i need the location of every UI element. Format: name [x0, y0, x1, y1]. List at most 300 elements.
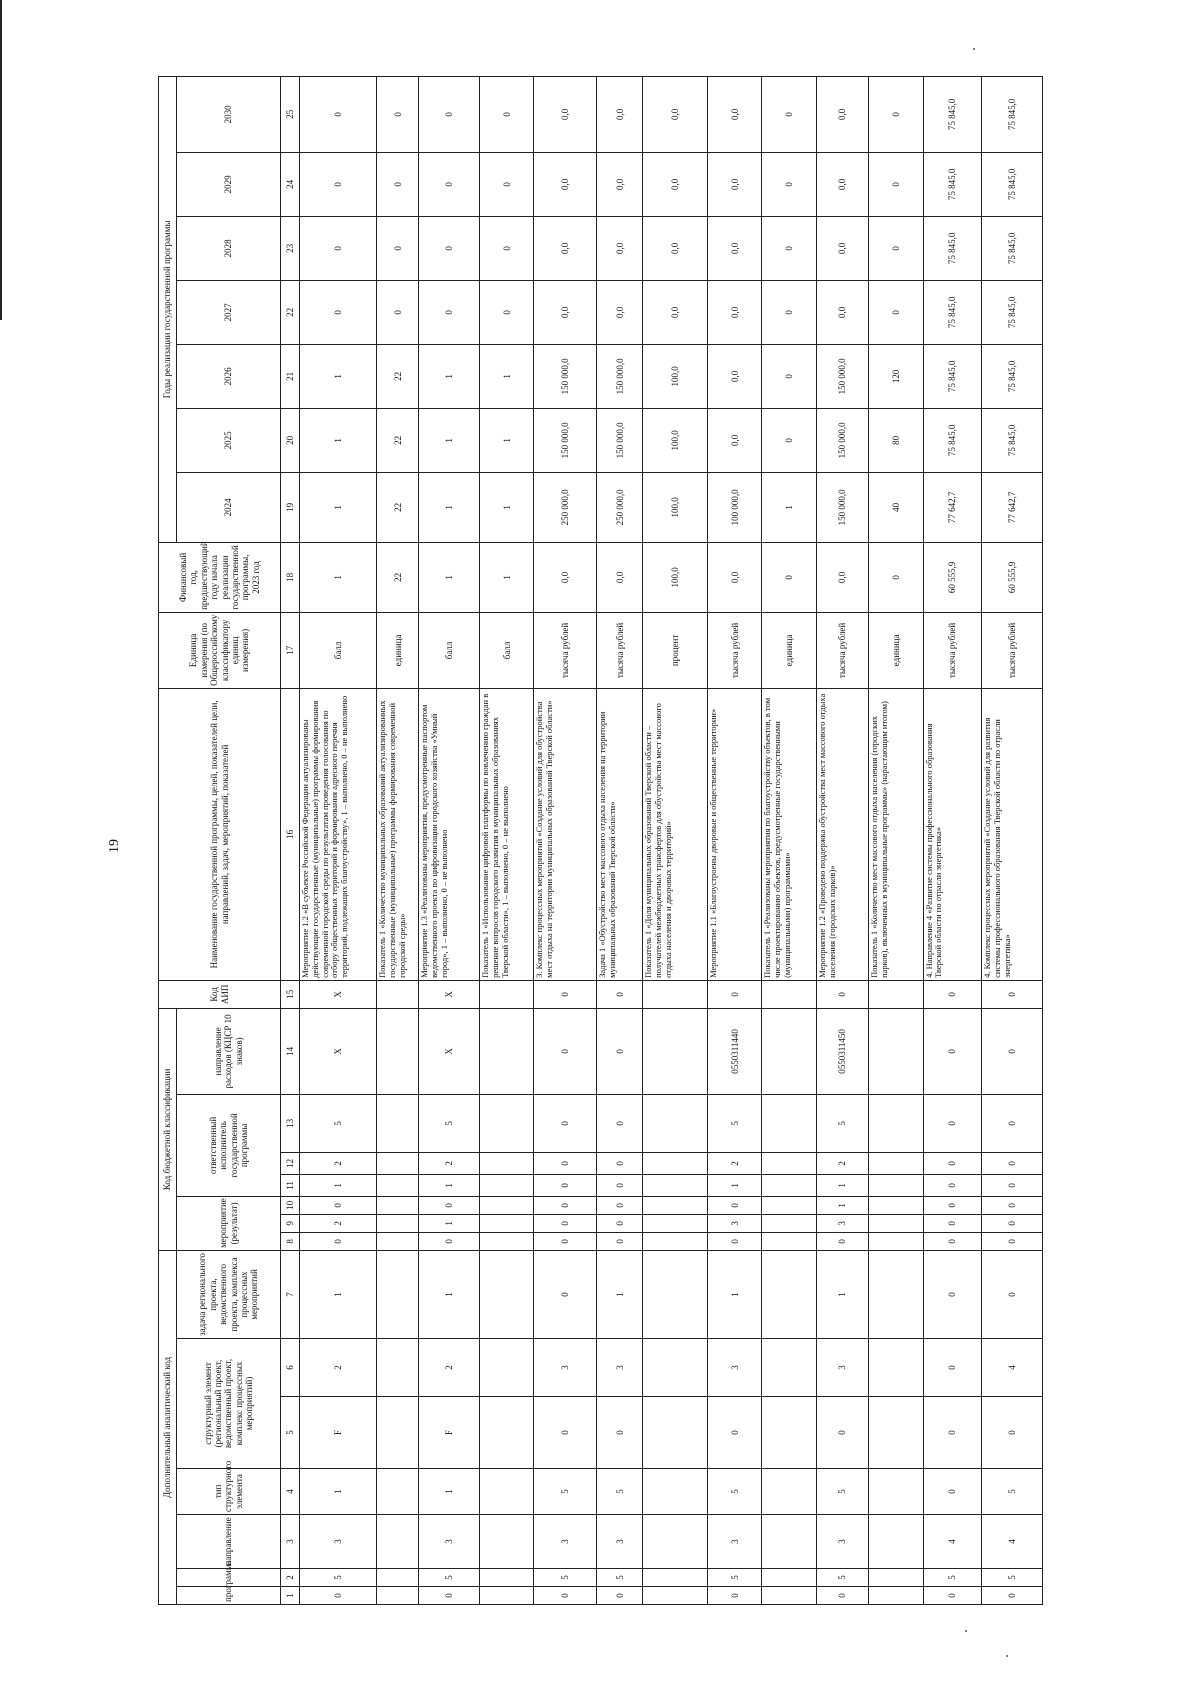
column-number: 22	[281, 280, 300, 344]
code-cell	[869, 1469, 923, 1515]
base-year-cell: 60 555,9	[923, 542, 982, 612]
year-value-cell: 150 000,0	[816, 472, 868, 542]
name-cell: 4. Комплекс процессных мероприятий «Создание условий для развития системы профессионального образования Тверской области по отрасли энергетика»	[982, 688, 1043, 980]
year-value-cell: 1	[479, 472, 533, 542]
column-number: 13	[281, 1094, 300, 1152]
year-value-cell: 0	[869, 280, 923, 344]
code-cell: 2	[419, 1339, 480, 1397]
year-value-cell: 75 845,0	[923, 216, 982, 280]
code-cell: 0	[982, 1214, 1043, 1232]
year-value-cell: 75 845,0	[982, 152, 1043, 216]
code-cell: X	[300, 1008, 377, 1094]
code-cell: 0	[816, 1232, 868, 1250]
unit-cell: тысяча рублей	[708, 612, 762, 688]
year-value-cell: 0,0	[643, 216, 708, 280]
code-cell: 0	[982, 980, 1043, 1008]
code-cell	[377, 1250, 419, 1338]
code-cell	[643, 1515, 708, 1569]
code-cell: 0	[597, 1232, 643, 1250]
column-number: 1	[281, 1587, 300, 1605]
name-cell: Мероприятие 1.2 «Проведено поддержка обустройства мест массового отдыха населения (городских парков)»	[816, 688, 868, 980]
code-cell: 0	[982, 1196, 1043, 1214]
code-cell: 0	[923, 1250, 982, 1338]
year-value-cell: 0,0	[708, 76, 762, 152]
year-value-cell: 0	[869, 216, 923, 280]
header-unit: Единица измерения (по Общероссийскому классификатору единиц измерения)	[159, 612, 281, 688]
year-value-cell: 75 845,0	[982, 216, 1043, 280]
year-value-cell: 0,0	[534, 280, 597, 344]
code-cell	[762, 1397, 816, 1469]
base-year-cell: 0	[869, 542, 923, 612]
code-cell: 3	[534, 1515, 597, 1569]
code-cell: 0	[816, 1587, 868, 1605]
header-analytic-code: Дополнительный аналитический код	[159, 1250, 177, 1604]
base-year-cell: 1	[419, 542, 480, 612]
code-cell: 5	[816, 1569, 868, 1587]
code-cell	[762, 980, 816, 1008]
year-value-cell: 0	[762, 344, 816, 408]
table-row	[597, 76, 643, 1604]
code-cell	[869, 1152, 923, 1174]
year-value-cell: 150 000,0	[534, 344, 597, 408]
year-value-cell: 1	[479, 344, 533, 408]
code-cell: 0	[597, 1174, 643, 1196]
code-cell: X	[419, 980, 480, 1008]
year-value-cell: 0	[419, 216, 480, 280]
code-cell: 1	[300, 1469, 377, 1515]
code-cell	[643, 1196, 708, 1214]
code-cell	[762, 1339, 816, 1397]
code-cell: 0	[708, 1232, 762, 1250]
name-cell: Мероприятие 1.1 «Благоустроены дворовые и общественные территории»	[708, 688, 762, 980]
code-cell: 5	[708, 1569, 762, 1587]
code-cell: 0	[300, 1587, 377, 1605]
code-cell	[479, 980, 533, 1008]
unit-cell: балл	[479, 612, 533, 688]
year-value-cell: 0	[479, 152, 533, 216]
code-cell	[377, 1587, 419, 1605]
year-value-cell: 100 000,0	[708, 472, 762, 542]
code-cell: 0	[708, 980, 762, 1008]
code-cell: 0	[597, 1008, 643, 1094]
code-cell: F	[300, 1397, 377, 1469]
year-value-cell: 80	[869, 408, 923, 472]
code-cell	[479, 1008, 533, 1094]
year-value-cell: 250 000,0	[597, 472, 643, 542]
code-cell	[643, 1569, 708, 1587]
code-cell: 0	[923, 1587, 982, 1605]
year-value-cell: 0	[419, 280, 480, 344]
column-number: 10	[281, 1196, 300, 1214]
header-year: 2026	[177, 344, 281, 408]
code-cell: 0	[982, 1232, 1043, 1250]
code-cell: 0	[534, 1196, 597, 1214]
column-number: 21	[281, 344, 300, 408]
year-value-cell: 77 642,7	[982, 472, 1043, 542]
code-cell: 5	[300, 1094, 377, 1152]
year-value-cell: 0	[377, 152, 419, 216]
code-cell	[643, 1469, 708, 1515]
column-number: 18	[281, 542, 300, 612]
code-cell	[643, 1174, 708, 1196]
header-measure: мероприятие (результат)	[177, 1196, 281, 1250]
year-value-cell: 0,0	[816, 76, 868, 152]
code-cell: 0	[597, 1094, 643, 1152]
code-cell: 0	[982, 1250, 1043, 1338]
code-cell: 0	[534, 1152, 597, 1174]
code-cell: 5	[816, 1469, 868, 1515]
header-year: 2025	[177, 408, 281, 472]
code-cell: 0	[923, 1339, 982, 1397]
code-cell: 0	[597, 1152, 643, 1174]
code-cell: 2	[300, 1152, 377, 1174]
code-cell: 0	[923, 1094, 982, 1152]
code-cell	[377, 1214, 419, 1232]
code-cell: 5	[419, 1094, 480, 1152]
name-cell: Показатель 1 «Использование цифровой платформы по вовлечению граждан в решение вопросов городского развития в муниципальных образованиях Тверской области», 1 – выполнено, 0 – не выполнено	[479, 688, 533, 980]
base-year-cell: 0,0	[597, 542, 643, 612]
header-year: 2030	[177, 76, 281, 152]
code-cell	[377, 1008, 419, 1094]
code-cell	[869, 1397, 923, 1469]
code-cell: 0	[534, 1174, 597, 1196]
code-cell: 0	[300, 1232, 377, 1250]
code-cell: 0	[708, 1196, 762, 1214]
code-cell: 1	[816, 1196, 868, 1214]
code-cell: 5	[923, 1569, 982, 1587]
code-cell: 0	[597, 980, 643, 1008]
column-number: 15	[281, 980, 300, 1008]
code-cell: 0	[982, 1587, 1043, 1605]
code-cell: 1	[816, 1250, 868, 1338]
name-cell: Показатель 1 «Количество мест массового отдыха населения (городских парков), включенных в муниципальные программы» (нарастающим итогом)	[869, 688, 923, 980]
code-cell: 1	[419, 1214, 480, 1232]
year-value-cell: 0	[869, 76, 923, 152]
year-value-cell: 0,0	[708, 216, 762, 280]
code-cell: 5	[597, 1569, 643, 1587]
code-cell: 5	[419, 1569, 480, 1587]
unit-cell: единица	[869, 612, 923, 688]
column-number: 3	[281, 1515, 300, 1569]
column-number-row	[281, 76, 300, 1604]
base-year-cell: 60 555,9	[982, 542, 1043, 612]
code-cell: F	[419, 1397, 480, 1469]
code-cell: 0	[982, 1397, 1043, 1469]
code-cell: 1	[419, 1469, 480, 1515]
code-cell: 0	[597, 1587, 643, 1605]
year-value-cell: 0	[419, 152, 480, 216]
code-cell: 0	[419, 1196, 480, 1214]
year-value-cell: 0,0	[597, 76, 643, 152]
code-cell: 0	[923, 1397, 982, 1469]
table-row	[816, 76, 868, 1604]
column-number: 25	[281, 76, 300, 152]
year-value-cell: 75 845,0	[982, 344, 1043, 408]
page-number: 19	[107, 839, 122, 853]
year-value-cell: 0	[300, 76, 377, 152]
header-year: 2029	[177, 152, 281, 216]
code-cell	[869, 1214, 923, 1232]
year-value-cell: 75 845,0	[923, 76, 982, 152]
code-cell	[762, 1250, 816, 1338]
header-executor: ответственный исполнитель государственной программы	[177, 1094, 281, 1196]
code-cell	[762, 1469, 816, 1515]
header-expense: направление расходов (КЦСР 10 знаков)	[177, 1008, 281, 1094]
code-cell	[643, 1094, 708, 1152]
year-value-cell: 150 000,0	[816, 408, 868, 472]
year-value-cell: 0	[762, 152, 816, 216]
code-cell: X	[300, 980, 377, 1008]
code-cell	[479, 1515, 533, 1569]
code-cell: 0	[816, 1397, 868, 1469]
code-cell	[762, 1094, 816, 1152]
code-cell: 3	[534, 1339, 597, 1397]
year-value-cell: 150 000,0	[597, 408, 643, 472]
code-cell	[479, 1339, 533, 1397]
year-value-cell: 0	[762, 408, 816, 472]
year-value-cell: 150 000,0	[816, 344, 868, 408]
code-cell	[377, 1339, 419, 1397]
year-value-cell: 0	[762, 280, 816, 344]
column-number: 4	[281, 1469, 300, 1515]
code-cell	[869, 1196, 923, 1214]
code-cell: 0	[597, 1214, 643, 1232]
code-cell	[869, 1174, 923, 1196]
code-cell: 5	[534, 1569, 597, 1587]
code-cell	[762, 1008, 816, 1094]
year-value-cell: 1	[419, 344, 480, 408]
year-value-cell: 0	[377, 76, 419, 152]
column-number: 19	[281, 472, 300, 542]
header-base-year: Финансовый год, предшествующий году начала реализации государственной программы, 2023 год	[159, 542, 281, 612]
code-cell	[643, 1250, 708, 1338]
base-year-cell: 1	[300, 542, 377, 612]
column-number: 11	[281, 1174, 300, 1196]
column-number: 20	[281, 408, 300, 472]
code-cell	[377, 1152, 419, 1174]
year-value-cell: 22	[377, 472, 419, 542]
code-cell: 1	[419, 1250, 480, 1338]
code-cell	[762, 1569, 816, 1587]
year-value-cell: 100,0	[643, 472, 708, 542]
code-cell	[643, 1587, 708, 1605]
year-value-cell: 75 845,0	[923, 280, 982, 344]
code-cell	[479, 1469, 533, 1515]
code-cell	[643, 1397, 708, 1469]
year-value-cell: 0	[869, 152, 923, 216]
code-cell: 1	[708, 1250, 762, 1338]
table-row	[479, 76, 533, 1604]
code-cell: 0	[923, 1214, 982, 1232]
code-cell	[643, 1232, 708, 1250]
year-value-cell: 0	[377, 216, 419, 280]
year-value-cell: 120	[869, 344, 923, 408]
code-cell	[869, 1094, 923, 1152]
code-cell: 3	[708, 1515, 762, 1569]
code-cell: 0	[982, 1008, 1043, 1094]
code-cell	[869, 1587, 923, 1605]
column-number: 24	[281, 152, 300, 216]
scan-edge-mark	[0, 0, 2, 320]
code-cell	[643, 1339, 708, 1397]
code-cell	[377, 980, 419, 1008]
year-value-cell: 0	[377, 280, 419, 344]
code-cell: 0	[923, 1232, 982, 1250]
code-cell: 5	[816, 1094, 868, 1152]
base-year-cell: 22	[377, 542, 419, 612]
code-cell: 1	[708, 1174, 762, 1196]
code-cell: X	[419, 1008, 480, 1094]
unit-cell: единица	[377, 612, 419, 688]
column-number: 6	[281, 1339, 300, 1397]
base-year-cell: 0,0	[534, 542, 597, 612]
base-year-cell: 0,0	[708, 542, 762, 612]
unit-cell: тысяча рублей	[923, 612, 982, 688]
header-program: программа	[177, 1587, 281, 1605]
column-number: 23	[281, 216, 300, 280]
year-value-cell: 0	[479, 76, 533, 152]
code-cell: 3	[708, 1339, 762, 1397]
code-cell	[643, 1152, 708, 1174]
code-cell: 5	[534, 1469, 597, 1515]
code-cell	[377, 1196, 419, 1214]
year-value-cell: 1	[300, 472, 377, 542]
code-cell	[762, 1515, 816, 1569]
table-row	[377, 76, 419, 1604]
code-cell	[869, 1250, 923, 1338]
year-value-cell: 0,0	[816, 216, 868, 280]
header-code-aip: Код АИП	[159, 980, 281, 1008]
base-year-cell: 0	[762, 542, 816, 612]
code-cell: 4	[982, 1515, 1043, 1569]
year-value-cell: 0	[300, 152, 377, 216]
year-value-cell: 22	[377, 408, 419, 472]
code-cell	[762, 1174, 816, 1196]
code-cell: 0	[419, 1232, 480, 1250]
unit-cell: балл	[419, 612, 480, 688]
column-number: 17	[281, 612, 300, 688]
code-cell	[762, 1232, 816, 1250]
year-value-cell: 75 845,0	[923, 344, 982, 408]
code-cell: 0	[923, 1196, 982, 1214]
code-cell	[869, 1232, 923, 1250]
year-value-cell: 1	[300, 344, 377, 408]
year-value-cell: 0	[762, 216, 816, 280]
code-cell: 0	[923, 1008, 982, 1094]
year-value-cell: 1	[419, 408, 480, 472]
table-row	[534, 76, 597, 1604]
code-cell	[869, 1339, 923, 1397]
code-cell	[479, 1569, 533, 1587]
code-cell	[479, 1094, 533, 1152]
code-cell	[762, 1152, 816, 1174]
code-cell: 0	[534, 1214, 597, 1232]
code-cell: 2	[816, 1152, 868, 1174]
year-value-cell: 0,0	[816, 152, 868, 216]
code-cell: 1	[300, 1250, 377, 1338]
code-cell	[377, 1174, 419, 1196]
code-cell: 4	[982, 1339, 1043, 1397]
base-year-cell: 0,0	[816, 542, 868, 612]
year-value-cell: 0,0	[597, 216, 643, 280]
code-cell	[377, 1397, 419, 1469]
year-value-cell: 0	[300, 280, 377, 344]
year-value-cell: 100,0	[643, 344, 708, 408]
year-value-cell: 0,0	[643, 152, 708, 216]
code-cell: 0	[534, 1232, 597, 1250]
code-cell: 2	[300, 1339, 377, 1397]
code-cell: 3	[816, 1515, 868, 1569]
code-cell	[643, 980, 708, 1008]
code-cell: 5	[708, 1094, 762, 1152]
program-table	[158, 76, 1043, 1605]
code-cell	[377, 1232, 419, 1250]
code-cell	[479, 1232, 533, 1250]
code-cell: 5	[597, 1469, 643, 1515]
unit-cell: тысяча рублей	[982, 612, 1043, 688]
name-cell: Мероприятие 1.3 «Реализованы мероприятия, предусмотренные паспортом ведомственного проекта по цифровизации городского хозяйства «Умный город», 1 – выполнено, 0 – не выполнено	[419, 688, 480, 980]
code-cell	[377, 1569, 419, 1587]
unit-cell: единица	[762, 612, 816, 688]
unit-cell: тысяча рублей	[597, 612, 643, 688]
table-row	[869, 76, 923, 1604]
code-cell: 0	[534, 1397, 597, 1469]
year-value-cell: 150 000,0	[597, 344, 643, 408]
code-cell: 3	[597, 1515, 643, 1569]
year-value-cell: 0,0	[597, 152, 643, 216]
header-year: 2024	[177, 472, 281, 542]
code-cell: 0	[534, 1587, 597, 1605]
column-number: 12	[281, 1152, 300, 1174]
table-row	[643, 76, 708, 1604]
code-cell: 3	[300, 1515, 377, 1569]
code-cell: 3	[816, 1339, 868, 1397]
year-value-cell: 77 642,7	[923, 472, 982, 542]
code-cell	[479, 1196, 533, 1214]
column-number: 9	[281, 1214, 300, 1232]
code-cell: 3	[419, 1515, 480, 1569]
code-cell: 2	[419, 1152, 480, 1174]
table-row	[762, 76, 816, 1604]
code-cell	[479, 1152, 533, 1174]
code-cell	[869, 980, 923, 1008]
code-cell	[762, 1196, 816, 1214]
unit-cell: балл	[300, 612, 377, 688]
rotated-table-sheet	[158, 85, 1043, 1605]
year-value-cell: 0,0	[708, 280, 762, 344]
unit-cell: тысяча рублей	[816, 612, 868, 688]
code-cell: 3	[816, 1214, 868, 1232]
code-cell: 1	[300, 1174, 377, 1196]
base-year-cell: 1	[479, 542, 533, 612]
code-cell: 0	[708, 1587, 762, 1605]
code-cell	[479, 1174, 533, 1196]
year-value-cell: 0	[300, 216, 377, 280]
name-cell: Показатель 1 «Реализованы мероприятия по благоустройству объектов, в том числе проектированию объектов, предусмотренные государственными (муниципальными) программами»	[762, 688, 816, 980]
year-value-cell: 0,0	[708, 152, 762, 216]
code-cell	[377, 1515, 419, 1569]
code-cell: 3	[597, 1339, 643, 1397]
scan-speck	[1006, 1655, 1008, 1657]
table-row	[708, 76, 762, 1604]
code-cell	[762, 1214, 816, 1232]
code-cell: 5	[300, 1569, 377, 1587]
header-direction: направление	[177, 1515, 281, 1569]
code-cell: 5	[982, 1569, 1043, 1587]
code-cell: 0	[923, 1152, 982, 1174]
code-cell: 0	[419, 1587, 480, 1605]
code-cell: 1	[419, 1174, 480, 1196]
